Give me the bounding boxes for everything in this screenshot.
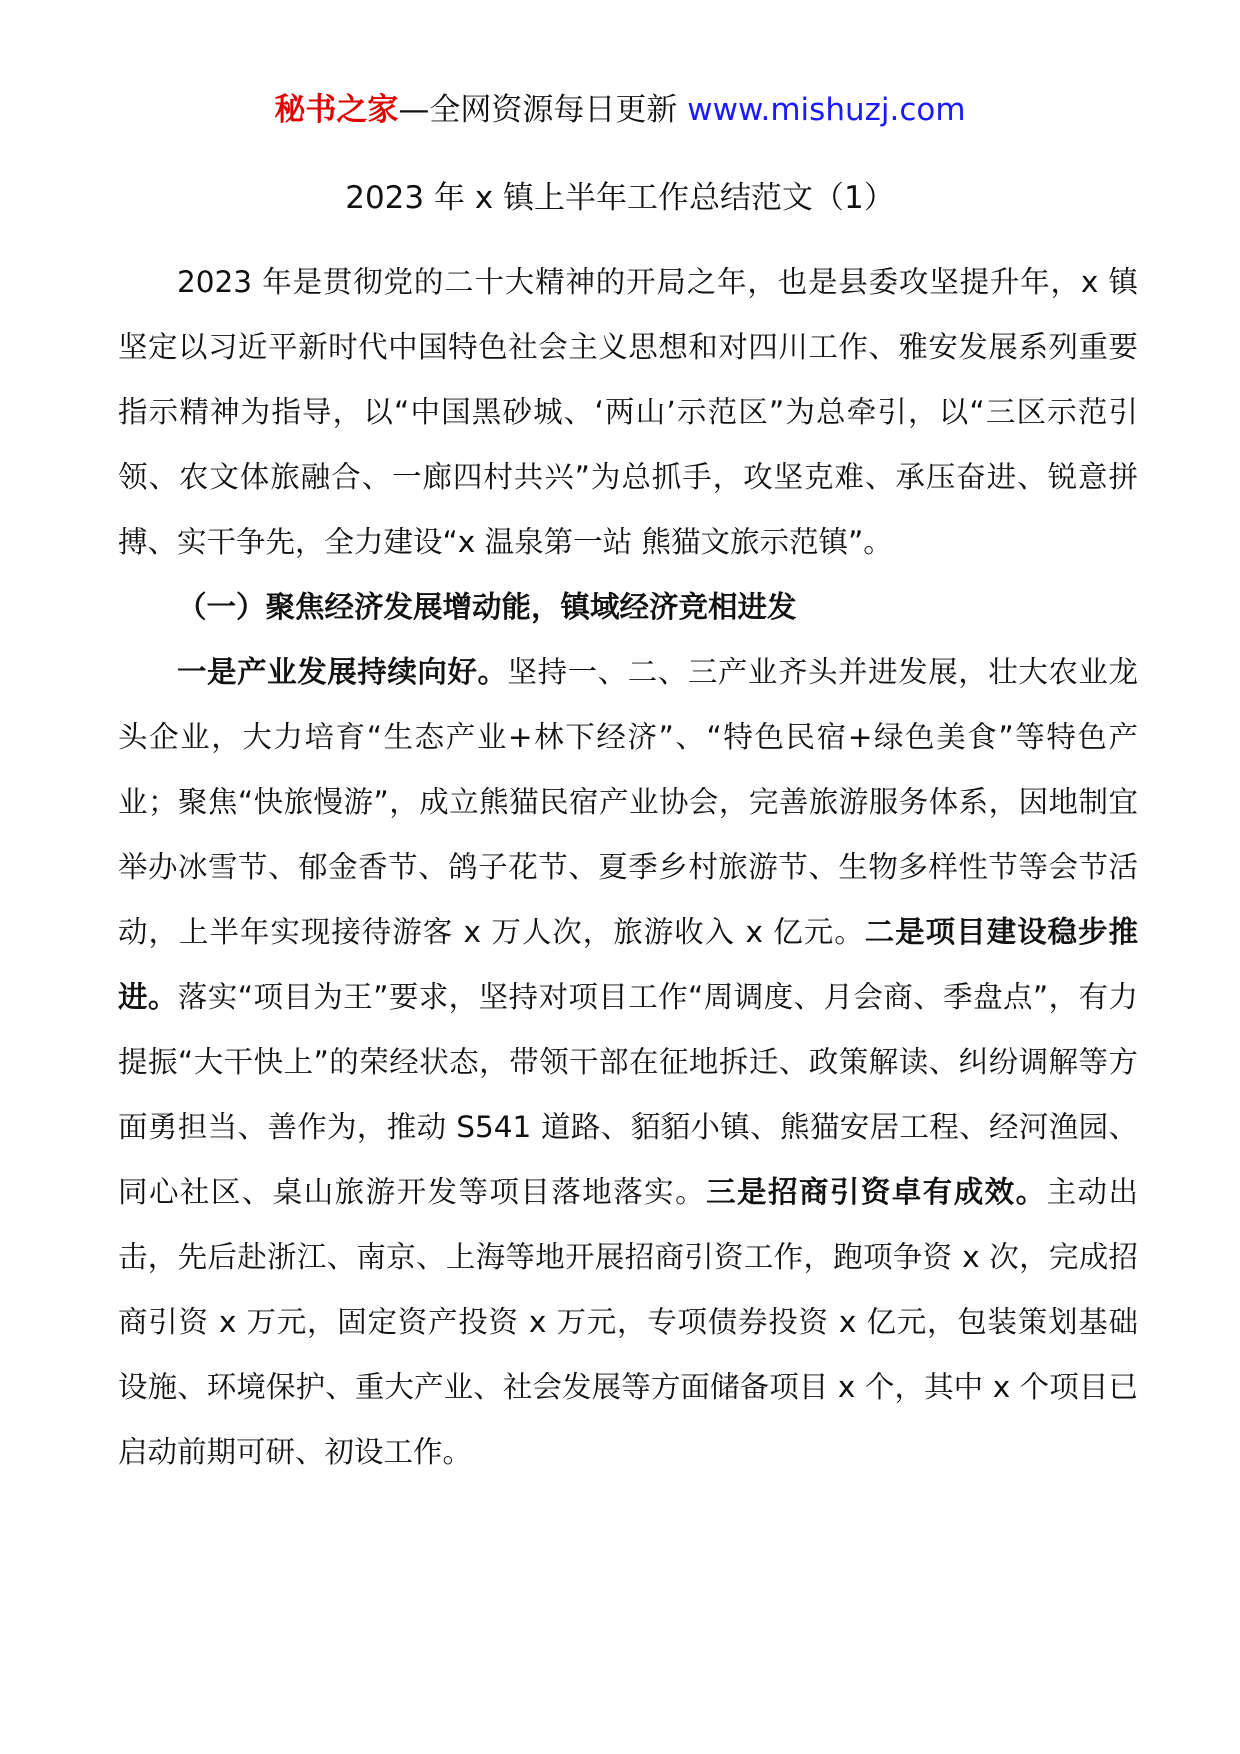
point-3-lead: 三是招商引资卓有成效。 xyxy=(706,1175,1047,1209)
section-heading: （一）聚焦经济发展增动能，镇域经济竞相进发 xyxy=(177,590,797,624)
point-2-lead: 二是项目建设稳步推进。 xyxy=(118,915,1138,1014)
site-header xyxy=(0,88,1240,132)
point-1-lead: 一是产业发展持续向好。 xyxy=(177,655,508,689)
document-title: 2023 年 x 镇上半年工作总结范文（1） xyxy=(345,180,895,216)
point-1-text: 坚持一、二、三产业齐头并进发展，壮大农业龙头企业，大力培育“生态产业+林下经济”、“特色民宿+绿色美食”等特色产业；聚焦“快旅慢游”，成立熊猫民宿产业协会，完善旅游服务体系，因地制宜举办冰雪节、郁金香节、鸽子花节、夏季乡村旅游节、生物多样性节等会节活动，上半年实现接待游客 x 万人次，旅游收入 x 亿元。 xyxy=(118,655,1138,949)
point-3-text: 主动出击，先后赴浙江、南京、上海等地开展招商引资工作，跑项争资 x 次，完成招商引资 x 万元，固定资产投资 x 万元，专项债券投资 x 亿元，包装策划基础设施、环境保护、重大产业、社会发展等方面储备项目 x 个，其中 x 个项目已启动前期可研、初设工作。 xyxy=(118,1175,1138,1469)
header-slogan: —全网资源每日更新 xyxy=(398,92,688,128)
site-url-link[interactable]: www.mishuzj.com xyxy=(687,92,966,128)
point-2-text: 落实“项目为王”要求，坚持对项目工作“周调度、月会商、季盘点”，有力提振“大干快上”的荣经状态，带领干部在征地拆迁、政策解读、纠纷调解等方面勇担当、善作为，推动 S541 道路、貊貊小镇、熊猫安居工程、经河渔园、同心社区、桌山旅游开发等项目落地落实。 xyxy=(118,980,1138,1209)
brand-name: 秘书之家 xyxy=(274,92,399,128)
section-paragraph xyxy=(118,640,1138,1485)
document-body xyxy=(118,250,1138,1485)
intro-paragraph: 2023 年是贯彻党的二十大精神的开局之年，也是县委攻坚提升年，x 镇坚定以习近平新时代中国特色社会主义思想和对四川工作、雅安发展系列重要指示精神为指导，以“中国黑砂城、‘两山’示范区”为总牵引，以“三区示范引领、农文体旅融合、一廊四村共兴”为总抓手，攻坚克难、承压奋进、锐意拼搏、实干争先，全力建设“x 温泉第一站 熊猫文旅示范镇”。 xyxy=(118,265,1138,559)
